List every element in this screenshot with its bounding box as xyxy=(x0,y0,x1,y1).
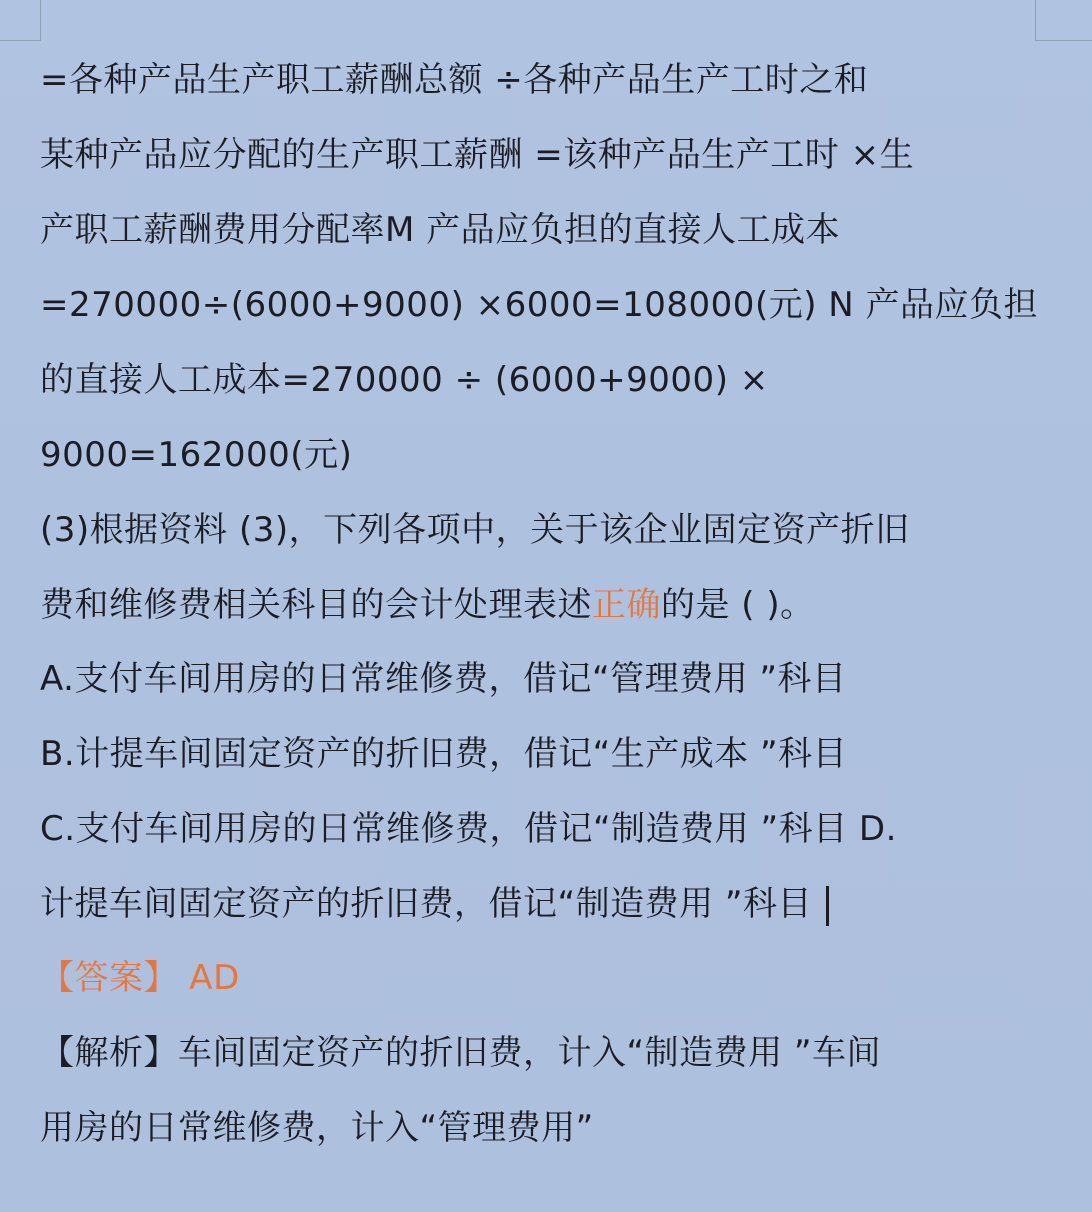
question-line-2 xyxy=(40,583,815,627)
page-corner-mark-left xyxy=(0,0,41,41)
text-line: 的直接人工成本=270000 ÷ (6000+9000) × xyxy=(40,360,769,400)
answer-value: AD xyxy=(178,958,240,998)
option-a: A.支付车间用房的日常维修费，借记“管理费用 ”科目 xyxy=(40,659,847,699)
question-text-end: 的是 ( )。 xyxy=(661,585,815,625)
text-cursor xyxy=(826,886,829,926)
option-d-text: 计提车间固定资产的折旧费，借记“制造费用 ”科目 xyxy=(40,884,813,924)
option-c: C.支付车间用房的日常维修费，借记“制造费用 ”科目 D. xyxy=(40,809,897,849)
highlight-correct: 正确 xyxy=(592,585,661,625)
text-line: 产职工薪酬费用分配率M 产品应负担的直接人工成本 xyxy=(40,210,841,250)
text-line: 某种产品应分配的生产职工薪酬 =该种产品生产工时 ×生 xyxy=(40,135,915,175)
question-line: (3)根据资料 (3)，下列各项中，关于该企业固定资产折旧 xyxy=(40,510,910,550)
option-b: B.计提车间固定资产的折旧费，借记“生产成本 ”科目 xyxy=(40,734,848,774)
page-corner-mark-right xyxy=(1035,0,1092,41)
text-line: 9000=162000(元) xyxy=(40,435,353,475)
text-line: =270000÷(6000+9000) ×6000=108000(元) N 产品应负担 xyxy=(40,285,1039,325)
option-d xyxy=(40,882,829,926)
answer-label: 【答案】 xyxy=(40,958,178,998)
analysis-line: 【解析】车间固定资产的折旧费，计入“制造费用 ”车间 xyxy=(40,1033,882,1073)
text-line: =各种产品生产职工薪酬总额 ÷各种产品生产工时之和 xyxy=(40,60,869,100)
question-text: 费和维修费相关科目的会计处理表述 xyxy=(40,585,592,625)
answer-line xyxy=(40,956,240,1000)
analysis-line: 用房的日常维修费，计入“管理费用” xyxy=(40,1108,594,1148)
